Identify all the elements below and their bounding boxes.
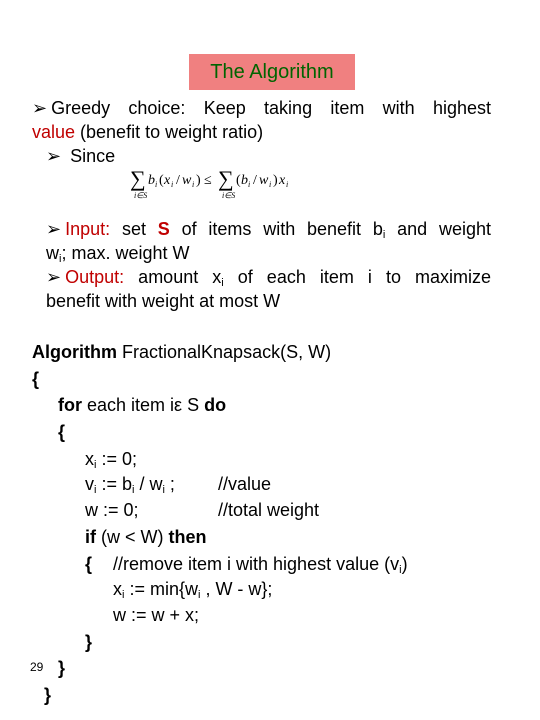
output-line1 — [46, 266, 491, 288]
x-init-rest: := 0; — [96, 449, 137, 469]
bullet-greedy-line1 — [32, 97, 491, 119]
sub-i: i — [197, 589, 201, 601]
since-line — [46, 145, 115, 167]
v-mid: := b — [96, 474, 132, 494]
brace-open-3: { — [85, 554, 93, 574]
weight-comment: //total weight — [218, 500, 320, 520]
input-line1 — [46, 218, 491, 240]
svg-text:/: / — [176, 173, 180, 188]
sub-i: i — [382, 229, 386, 241]
sub-i: i — [59, 253, 62, 265]
if-line — [85, 526, 207, 548]
svg-text:b: b — [148, 173, 155, 188]
svg-text:i∈S: i∈S — [134, 191, 148, 200]
xmin-mid: := min{w — [124, 579, 198, 599]
arrow-bullet-icon: ➢ — [32, 98, 48, 118]
brace-close-3: } — [85, 632, 93, 652]
bullet-greedy-text: Greedy choice: Keep taking item with highest — [51, 98, 491, 118]
svg-text:i: i — [248, 180, 251, 189]
sum-formula — [130, 164, 320, 202]
svg-text:i: i — [269, 180, 272, 189]
svg-text:∑: ∑ — [130, 166, 146, 191]
input-line2 — [46, 242, 189, 264]
svg-text:/: / — [253, 173, 257, 188]
output-text2: of each item i to maximize — [223, 267, 492, 287]
algorithm-keyword: Algorithm — [32, 342, 117, 362]
then-keyword: then — [168, 527, 207, 547]
ratio-text: (benefit to weight ratio) — [75, 122, 264, 142]
sub-i: i — [94, 484, 97, 496]
input-maxweight: ; max. weight W — [61, 243, 190, 263]
since-text: Since — [70, 146, 116, 166]
brace-close-2: } — [58, 658, 66, 678]
svg-text:): ) — [273, 173, 278, 188]
sub-i: i — [221, 277, 224, 289]
remove-comment — [113, 553, 408, 575]
do-keyword: do — [204, 395, 227, 415]
svg-text:(: ( — [236, 173, 241, 188]
brace-open-2: { — [58, 422, 66, 442]
algorithm-name: FractionalKnapsack(S, W) — [117, 342, 332, 362]
svg-text:i: i — [286, 180, 289, 189]
w-init-line: w := 0; — [85, 500, 139, 520]
svg-text:w: w — [259, 173, 269, 188]
svg-text:∑: ∑ — [218, 166, 234, 191]
output-label: Output: — [65, 267, 125, 287]
svg-text:(: ( — [159, 173, 164, 188]
xmin-end: , W - w}; — [200, 579, 273, 599]
set-S: S — [157, 219, 170, 239]
if-keyword: if — [85, 527, 96, 547]
svg-text:i∈S: i∈S — [222, 191, 236, 200]
sub-i: i — [94, 459, 97, 471]
v-line — [85, 473, 175, 495]
w-update-line: w := w + x; — [113, 605, 200, 625]
svg-text:x: x — [279, 173, 286, 188]
output-text3: benefit with weight at most W — [46, 291, 281, 311]
arrow-bullet-icon: ➢ — [46, 219, 62, 239]
algorithm-signature — [32, 341, 331, 363]
x-min-line — [113, 578, 272, 600]
x-init-line — [85, 448, 137, 470]
sub-i: i — [162, 484, 165, 496]
value-word: value — [32, 122, 76, 142]
sub-i: i — [399, 564, 402, 576]
slide-title-box — [189, 54, 355, 90]
slide-number: 29 — [30, 660, 44, 674]
input-w: w — [46, 243, 59, 263]
brace-close-1: } — [44, 685, 52, 705]
input-text1: set — [110, 219, 158, 239]
output-line2 — [46, 290, 280, 312]
value-comment: //value — [218, 474, 272, 494]
svg-text:i: i — [155, 180, 158, 189]
svg-text:x: x — [164, 173, 171, 188]
input-text2: of items with benefit b — [169, 219, 383, 239]
if-text: (w < W) — [96, 527, 169, 547]
v-end: ; — [164, 474, 175, 494]
input-label: Input: — [65, 219, 111, 239]
svg-text:≤: ≤ — [204, 173, 212, 188]
svg-text:w: w — [182, 173, 192, 188]
sub-i: i — [122, 589, 125, 601]
var-x: x — [113, 579, 122, 599]
arrow-bullet-icon: ➢ — [46, 267, 62, 287]
svg-text:i: i — [192, 180, 195, 189]
bullet-greedy-line2 — [32, 121, 263, 143]
svg-text:i: i — [171, 180, 174, 189]
var-x: x — [85, 449, 94, 469]
arrow-bullet-icon: ➢ — [46, 146, 62, 166]
remove-end: ) — [401, 554, 408, 574]
remove-text: //remove item i with highest value (v — [113, 554, 400, 574]
slide-title: The Algorithm — [210, 60, 334, 83]
for-text: each item iε S — [82, 395, 205, 415]
sub-i: i — [131, 484, 135, 496]
svg-text:b: b — [241, 173, 248, 188]
for-line — [58, 394, 226, 416]
var-v: v — [85, 474, 94, 494]
input-text3: and weight — [385, 219, 491, 239]
v-mid2: / w — [134, 474, 163, 494]
for-keyword: for — [58, 395, 82, 415]
output-text1: amount x — [124, 267, 222, 287]
brace-open-1: { — [32, 369, 40, 389]
svg-text:): ) — [196, 173, 201, 188]
